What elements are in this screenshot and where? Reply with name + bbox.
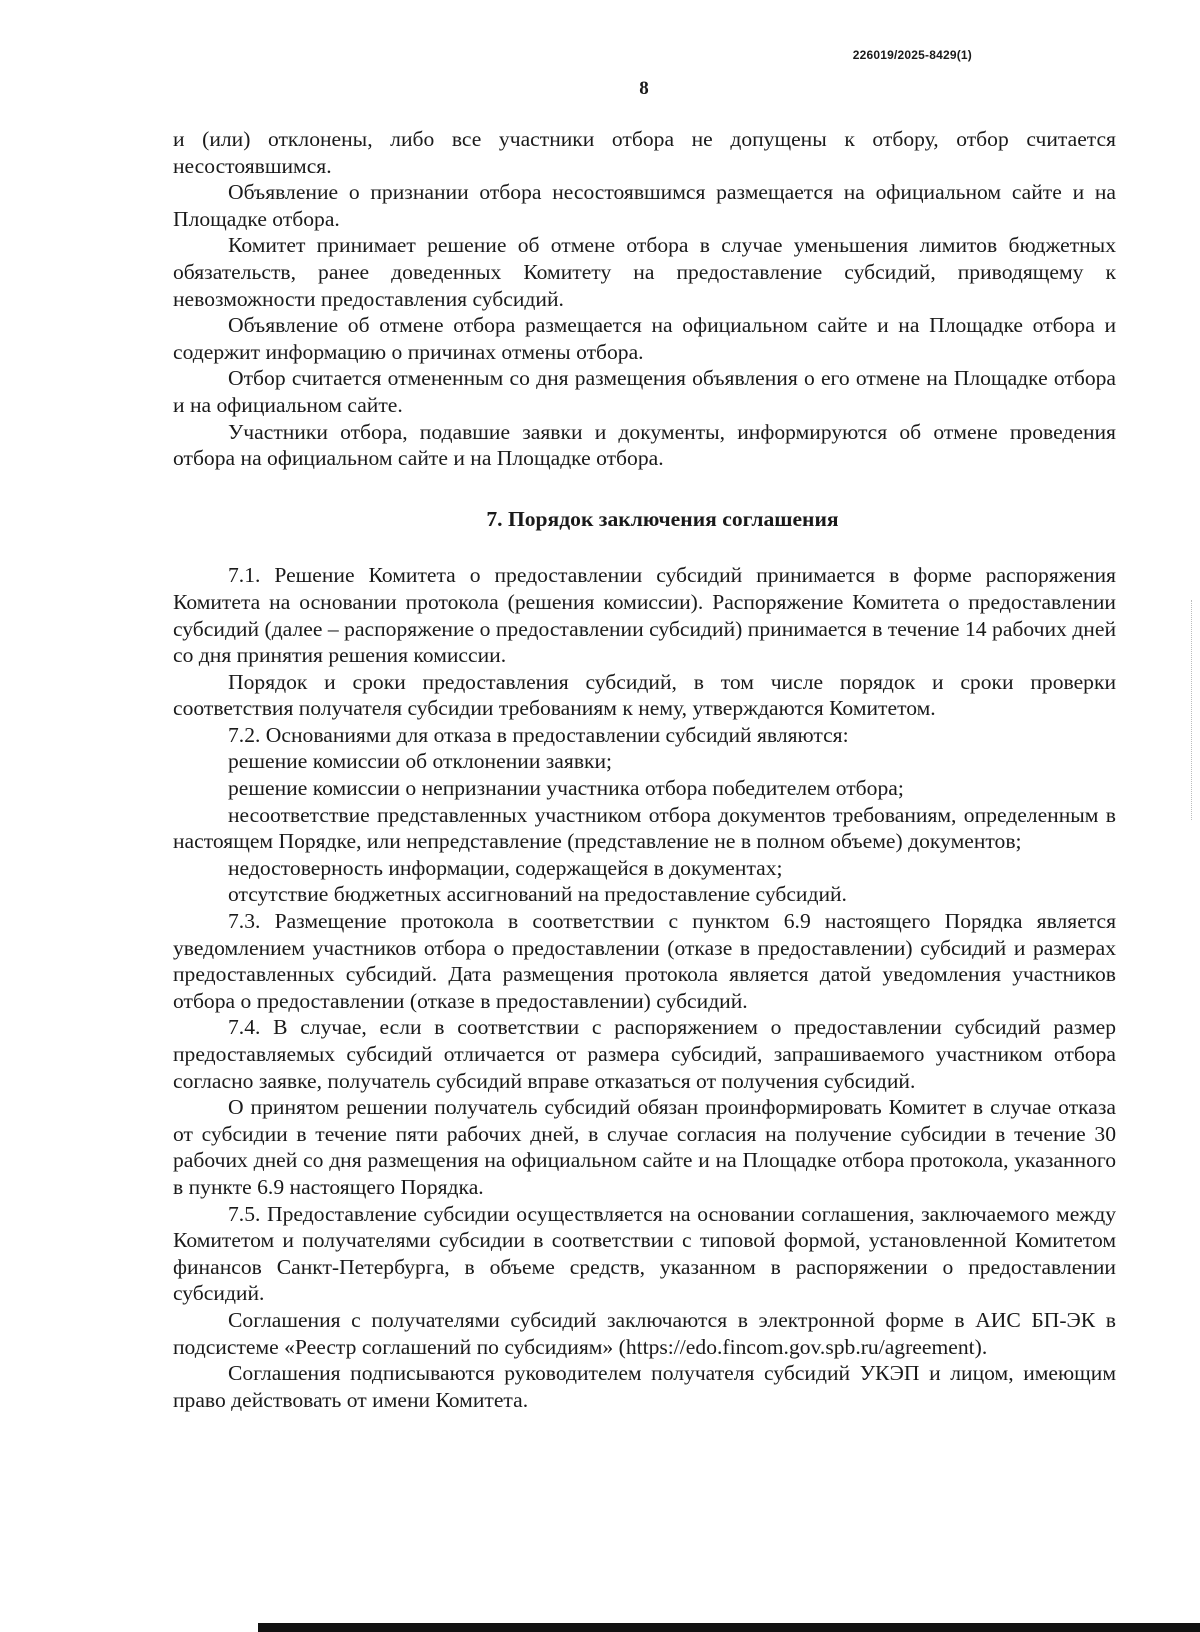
scan-bottom-edge: [258, 1623, 1200, 1632]
paragraph: 7.3. Размещение протокола в соответствии с пунктом 6.9 настоящего Порядка является уведомлением участников отбора о предоставлении (отказе в предоставлении) субсидий и размерах предоставленных субсидий. Дата размещения протокола является датой уведомления участников отбора о предоставлении (отказе в предоставлении) субсидий.: [173, 909, 1116, 1013]
paragraph: Отбор считается отмененным со дня размещения объявления о его отмене на Площадке отбора и на официальном сайте.: [173, 366, 1116, 417]
paragraph: 7.2. Основаниями для отказа в предоставлении субсидий являются:: [228, 722, 849, 747]
document-body: [173, 126, 1116, 1413]
list-item: несоответствие представленных участником отбора документов требованиям, определенным в настоящем Порядке, или непредставление (представление не в полном объеме) документов;: [173, 802, 1116, 854]
list-item: отсутствие бюджетных ассигнований на предоставление субсидий.: [228, 882, 847, 907]
list-item: решение комиссии о непризнании участника отбора победителем отбора;: [228, 776, 904, 801]
paragraph: Комитет принимает решение об отмене отбора в случае уменьшения лимитов бюджетных обязательств, ранее доведенных Комитету на предоставление субсидий, приводящему к невозможности предоставления субсидий.: [173, 233, 1116, 311]
scan-edge-marks: [1190, 600, 1192, 820]
paragraph: О принятом решении получатель субсидий обязан проинформировать Комитет в случае отказа от субсидии в течение пяти рабочих дней, в случае согласия на получение субсидии в течение 30 рабочих дней со дня размещения на официальном сайте и на Площадке отбора протокола, указанного в пункте 6.9 настоящего Порядка.: [173, 1095, 1116, 1199]
paragraph: Соглашения с получателями субсидий заключаются в электронной форме в АИС БП-ЭК в подсистеме «Реестр соглашений по субсидиям» (https://edo.fincom.gov.spb.ru/agreement).: [173, 1307, 1116, 1359]
paragraph: Объявление об отмене отбора размещается на официальном сайте и на Площадке отбора и содержит информацию о причинах отмены отбора.: [173, 313, 1116, 364]
paragraph: Участники отбора, подавшие заявки и документы, информируются об отмене проведения отбора на официальном сайте и на Площадке отбора.: [173, 419, 1116, 471]
paragraph: 7.1. Решение Комитета о предоставлении субсидий принимается в форме распоряжения Комитета на основании протокола (решения комиссии). Распоряжение Комитета о предоставлении субсидий (далее – распоряжение о предоставлении субсидий) принимается в течение 14 рабочих дней со дня принятия решения комиссии.: [173, 563, 1116, 668]
paragraph: 7.4. В случае, если в соответствии с распоряжением о предоставлении субсидий размер предоставляемых субсидий отличается от размера субсидий, запрашиваемого участником отбора согласно заявке, получатель субсидий вправе отказаться от получения субсидий.: [173, 1015, 1116, 1093]
list-item: недостоверность информации, содержащейся в документах;: [228, 855, 783, 880]
page-number: 8: [639, 78, 649, 99]
paragraph: Соглашения подписываются руководителем получателя субсидий УКЭП и лицом, имеющим право действовать от имени Комитета.: [173, 1361, 1116, 1412]
paragraph: Объявление о признании отбора несостоявшимся размещается на официальном сайте и на Площадке отбора.: [173, 180, 1116, 231]
paragraph: и (или) отклонены, либо все участники отбора не допущены к отбору, отбор считается несостоявшимся.: [173, 127, 1116, 178]
section-heading: 7. Порядок заключения соглашения: [486, 506, 839, 531]
paragraph: 7.5. Предоставление субсидии осуществляется на основании соглашения, заключаемого между Комитетом и получателями субсидии в соответствии с типовой формой, установленной Комитетом финансов Санкт-Петербурга, в объеме средств, указанном в распоряжении о предоставлении субсидий.: [173, 1201, 1116, 1306]
paragraph: Порядок и сроки предоставления субсидий, в том числе порядок и сроки проверки соответствия получателя субсидии требованиям к нему, утверждаются Комитетом.: [173, 669, 1116, 721]
list-item: решение комиссии об отклонении заявки;: [228, 749, 613, 774]
document-registration-number: 226019/2025-8429(1): [852, 48, 972, 62]
